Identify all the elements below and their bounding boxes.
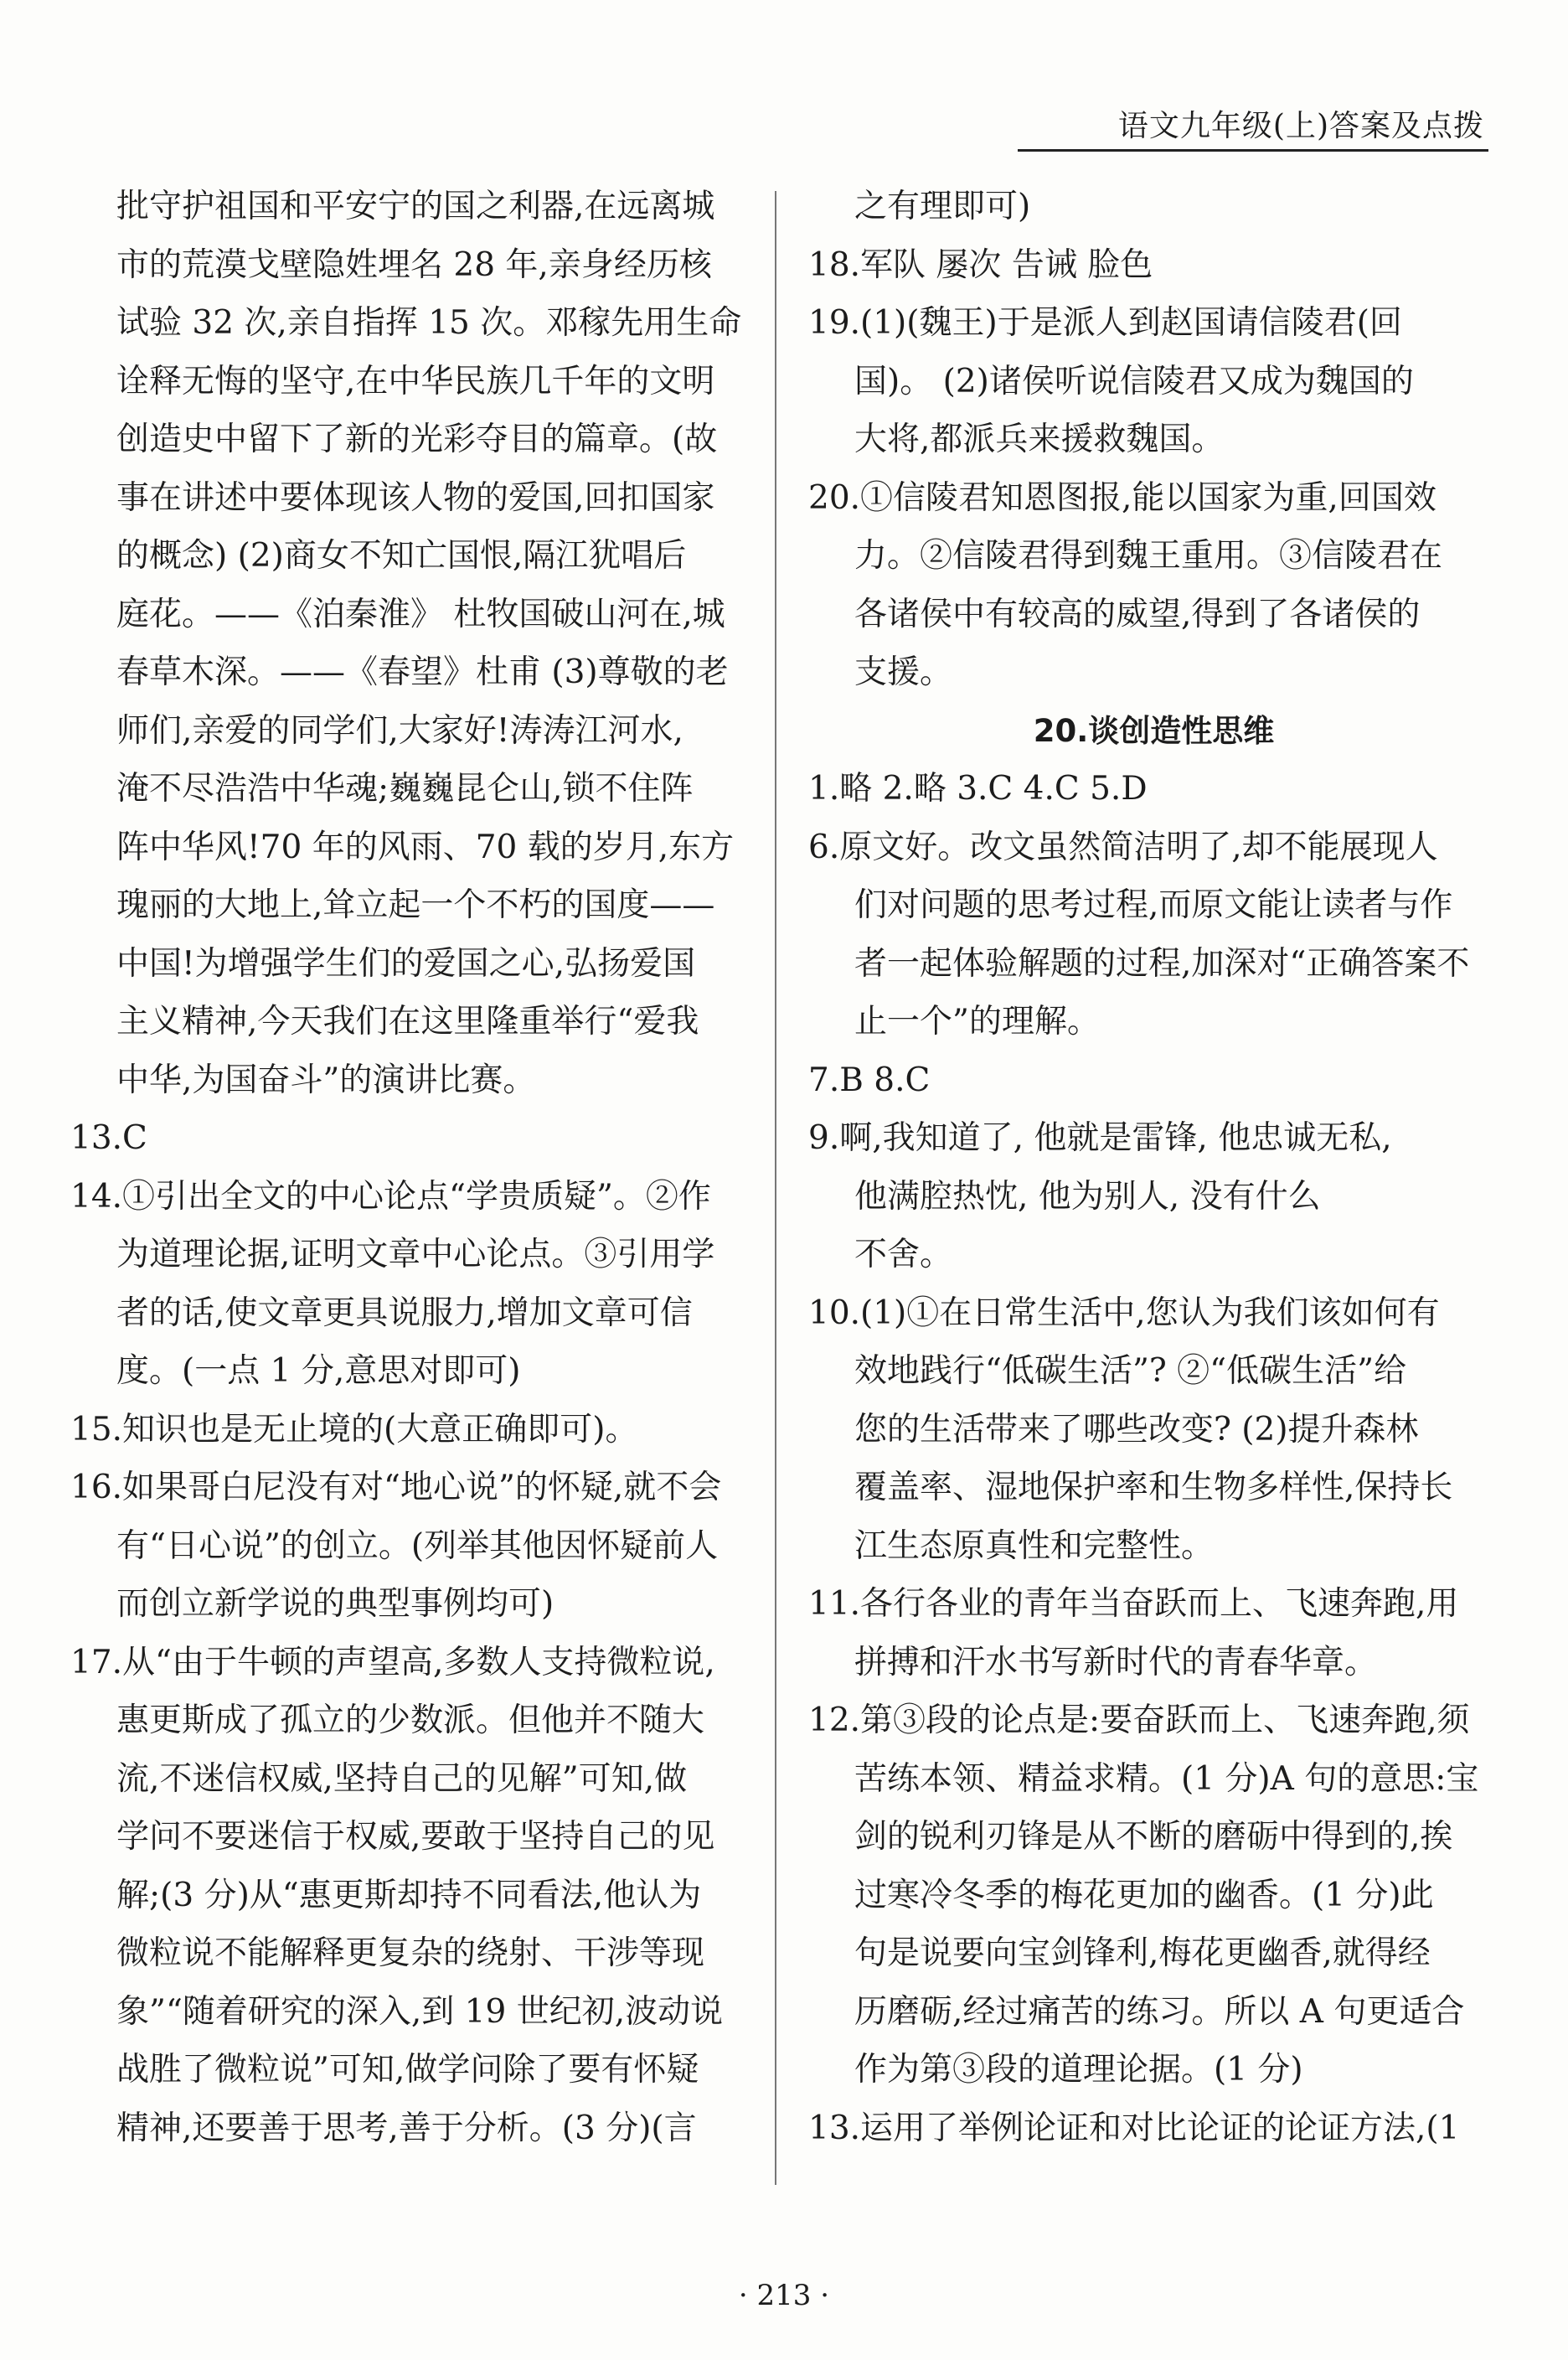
- text-line: 的概念) (2)商女不知亡国恨,隔江犹唱后: [116, 537, 687, 575]
- page-number: · 213 ·: [738, 2279, 830, 2312]
- text-line: 15.知识也是无止境的(大意正确即可)。: [70, 1410, 638, 1449]
- column-divider: [775, 191, 776, 2185]
- text-line: 19.(1)(魏王)于是派人到赵国请信陵君(回: [808, 304, 1402, 342]
- left-column: [70, 178, 740, 2157]
- text-line: 精神,还要善于思考,善于分析。(3 分)(言: [116, 2109, 697, 2147]
- text-line: 诠释无悔的坚守,在中华民族几千年的文明: [116, 362, 715, 400]
- text-line: 14.①引出全文的中心论点“学贵质疑”。②作: [70, 1177, 711, 1216]
- text-line: 而创立新学说的典型事例均可): [116, 1585, 554, 1623]
- text-line: 覆盖率、湿地保护率和生物多样性,保持长: [854, 1469, 1453, 1506]
- header-rule: [1018, 149, 1488, 152]
- text-line: 句是说要向宝剑锋利,梅花更幽香,就得经: [854, 1934, 1431, 1972]
- section-title: 20.谈创造性思维: [1033, 712, 1275, 749]
- text-line: 不舍。: [854, 1236, 953, 1273]
- text-line: 9.啊,我知道了, 他就是雷锋, 他忠诚无私,: [808, 1119, 1392, 1157]
- text-line: 解;(3 分)从“惠更斯却持不同看法,他认为: [116, 1876, 702, 1914]
- text-line: 1.略 2.略 3.C 4.C 5.D: [808, 770, 1148, 808]
- text-line: 之有理即可): [854, 188, 1031, 225]
- text-line: 他满腔热忱, 他为别人, 没有什么: [854, 1177, 1321, 1216]
- text-line: 剑的锐利刃锋是从不断的磨砺中得到的,挨: [854, 1818, 1453, 1856]
- text-line: 微粒说不能解释更复杂的绕射、干涉等现: [116, 1934, 705, 1972]
- text-line: 12.第③段的论点是:要奋跃而上、飞速奔跑,须: [808, 1702, 1470, 1739]
- text-line: 中华,为国奋斗”的演讲比赛。: [116, 1061, 536, 1099]
- text-line: 支援。: [854, 653, 953, 691]
- text-line: 阵中华风!70 年的风雨、70 载的岁月,东方: [116, 828, 735, 866]
- text-line: 庭花。——《泊秦淮》 杜牧国破山河在,城: [116, 595, 725, 633]
- text-line: 您的生活带来了哪些改变? (2)提升森林: [854, 1410, 1419, 1449]
- text-line: 批守护祖国和平安宁的国之利器,在远离城: [116, 188, 715, 225]
- text-line: 主义精神,今天我们在这里隆重举行“爱我: [116, 1003, 699, 1041]
- text-line: 16.如果哥白尼没有对“地心说”的怀疑,就不会: [70, 1469, 722, 1506]
- text-line: 创造史中留下了新的光彩夺目的篇章。(故: [116, 421, 718, 458]
- text-line: 流,不迷信权威,坚持自己的见解”可知,做: [116, 1759, 688, 1798]
- text-line: 淹不尽浩浩中华魂;巍巍昆仑山,锁不住阵: [116, 770, 694, 808]
- right-column: [808, 178, 1499, 2157]
- page-header-title: 语文九年级(上)答案及点拨: [1117, 109, 1484, 143]
- text-line: 度。(一点 1 分,意思对即可): [116, 1352, 521, 1390]
- text-line: 17.从“由于牛顿的声望高,多数人支持微粒说,: [70, 1643, 715, 1681]
- text-line: 力。②信陵君得到魏王重用。③信陵君在: [854, 537, 1443, 575]
- text-line: 中国!为增强学生们的爱国之心,弘扬爱国: [116, 944, 696, 983]
- text-line: 13.C: [70, 1119, 147, 1157]
- text-line: 18.军队 屡次 告诫 脸色: [808, 245, 1153, 284]
- text-line: 师们,亲爱的同学们,大家好!涛涛江河水,: [116, 711, 683, 750]
- text-line: 历磨砺,经过痛苦的练习。所以 A 句更适合: [854, 1992, 1465, 2031]
- text-line: 各诸侯中有较高的威望,得到了各诸侯的: [854, 595, 1421, 633]
- text-line: 6.原文好。改文虽然简洁明了,却不能展现人: [808, 828, 1438, 866]
- text-line: 者一起体验解题的过程,加深对“正确答案不: [854, 944, 1470, 983]
- text-line: 20.①信陵君知恩图报,能以国家为重,回国效: [808, 478, 1436, 517]
- text-line: 效地践行“低碳生活”? ②“低碳生活”给: [854, 1352, 1407, 1390]
- text-line: 止一个”的理解。: [854, 1003, 1100, 1041]
- text-line: 有“日心说”的创立。(列举其他因怀疑前人: [116, 1526, 719, 1565]
- text-line: 们对问题的思考过程,而原文能让读者与作: [854, 886, 1453, 924]
- text-line: 国)。 (2)诸侯听说信陵君又成为魏国的: [854, 362, 1414, 400]
- text-line: 过寒冷冬季的梅花更加的幽香。(1 分)此: [854, 1876, 1434, 1914]
- text-line: 象”“随着研究的深入,到 19 世纪初,波动说: [116, 1992, 724, 2031]
- text-line: 者的话,使文章更具说服力,增加文章可信: [116, 1294, 693, 1332]
- text-line: 春草木深。——《春望》杜甫 (3)尊敬的老: [116, 653, 729, 691]
- text-line: 学问不要迷信于权威,要敢于坚持自己的见: [116, 1818, 715, 1856]
- text-line: 拼搏和汗水书写新时代的青春华章。: [854, 1643, 1378, 1681]
- text-line: 试验 32 次,亲自指挥 15 次。邓稼先用生命: [116, 304, 742, 342]
- text-line: 惠更斯成了孤立的少数派。但他并不随大: [116, 1702, 705, 1739]
- text-line: 作为第③段的道理论据。(1 分): [854, 2051, 1303, 2089]
- text-line: 事在讲述中要体现该人物的爱国,回扣国家: [116, 478, 715, 517]
- text-line: 10.(1)①在日常生活中,您认为我们该如何有: [808, 1294, 1440, 1332]
- text-line: 苦练本领、精益求精。(1 分)A 句的意思:宝: [854, 1759, 1479, 1798]
- text-line: 大将,都派兵来援救魏国。: [854, 421, 1225, 458]
- text-line: 11.各行各业的青年当奋跃而上、飞速奔跑,用: [808, 1585, 1459, 1623]
- text-line: 市的荒漠戈壁隐姓埋名 28 年,亲身经历核: [116, 245, 712, 284]
- text-line: 瑰丽的大地上,耸立起一个不朽的国度——: [116, 886, 715, 924]
- text-line: 7.B 8.C: [808, 1061, 931, 1099]
- text-line: 战胜了微粒说”可知,做学问除了要有怀疑: [116, 2051, 699, 2089]
- text-line: 为道理论据,证明文章中心论点。③引用学: [116, 1236, 715, 1273]
- text-line: 江生态原真性和完整性。: [854, 1526, 1215, 1565]
- text-line: 13.运用了举例论证和对比论证的论证方法,(1: [808, 2109, 1460, 2147]
